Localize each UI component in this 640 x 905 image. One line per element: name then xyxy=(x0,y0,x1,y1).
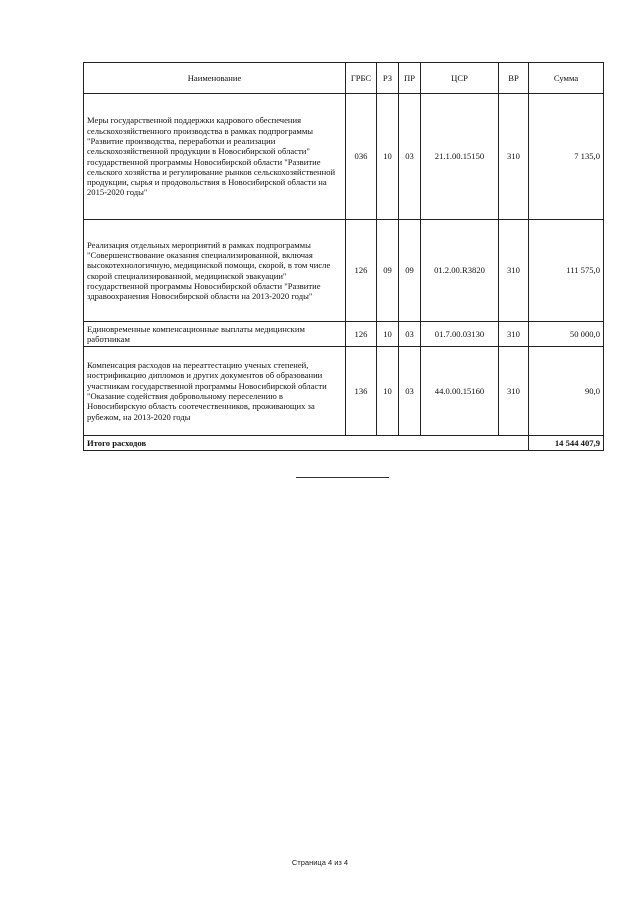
row-sum: 90,0 xyxy=(529,347,604,436)
row-sum: 7 135,0 xyxy=(529,94,604,220)
row-name: Реализация отдельных мероприятий в рамках подпрограммы "Совершенствование оказания специализированной, включая высокотехнологичную, медицинской помощи, скорой, в том числе скорой специализированной, медицинской эвакуации" государственной программы Новосибирской области "Развитие здравоохранения Новосибирской области на 2013-2020 годы" xyxy=(84,220,346,322)
row-vr: 310 xyxy=(499,322,529,347)
row-name: Единовременные компенсационные выплаты медицинским работникам xyxy=(84,322,346,347)
total-sum: 14 544 407,9 xyxy=(529,436,604,451)
table-row xyxy=(84,322,604,347)
row-sum: 111 575,0 xyxy=(529,220,604,322)
row-vr: 310 xyxy=(499,220,529,322)
total-row xyxy=(84,436,604,451)
expenses-table xyxy=(83,62,604,451)
row-rz: 09 xyxy=(377,220,399,322)
row-grbs: 126 xyxy=(346,322,377,347)
row-rz: 10 xyxy=(377,347,399,436)
row-pr: 03 xyxy=(399,347,421,436)
row-csr: 01.2.00.R3820 xyxy=(421,220,499,322)
row-vr: 310 xyxy=(499,347,529,436)
header-name: Наименование xyxy=(84,63,346,94)
header-sum: Сумма xyxy=(529,63,604,94)
table-row xyxy=(84,220,604,322)
header-rz: РЗ xyxy=(377,63,399,94)
row-grbs: 136 xyxy=(346,347,377,436)
header-grbs: ГРБС xyxy=(346,63,377,94)
row-csr: 44.0.00.15160 xyxy=(421,347,499,436)
row-rz: 10 xyxy=(377,322,399,347)
row-csr: 21.1.00.15150 xyxy=(421,94,499,220)
row-rz: 10 xyxy=(377,94,399,220)
total-label: Итого расходов xyxy=(84,436,529,451)
header-pr: ПР xyxy=(399,63,421,94)
row-csr: 01.7.00.03130 xyxy=(421,322,499,347)
header-csr: ЦСР xyxy=(421,63,499,94)
header-vr: ВР xyxy=(499,63,529,94)
row-grbs: 036 xyxy=(346,94,377,220)
row-pr: 09 xyxy=(399,220,421,322)
row-grbs: 126 xyxy=(346,220,377,322)
table-row xyxy=(84,347,604,436)
page-number: Страница 4 из 4 xyxy=(291,858,349,867)
separator-line xyxy=(296,477,389,478)
row-name: Меры государственной поддержки кадрового обеспечения сельскохозяйственного производства в рамках подпрограммы "Развитие производства, переработки и реализации сельскохозяйственной продукции в Новосибирской области" государственной программы Новосибирской области "Развитие сельского хозяйства и регулирование рынков сельскохозяйственной продукции, сырья и продовольствия в Новосибирской области на 2015-2020 годы" xyxy=(84,94,346,220)
row-pr: 03 xyxy=(399,94,421,220)
row-sum: 50 000,0 xyxy=(529,322,604,347)
row-vr: 310 xyxy=(499,94,529,220)
row-pr: 03 xyxy=(399,322,421,347)
table-row xyxy=(84,94,604,220)
table-header-row xyxy=(84,63,604,94)
row-name: Компенсация расходов на переаттестацию ученых степеней, нострификацию дипломов и других документов об образовании участникам государственной программы Новосибирской области "Оказание содействия добровольному переселению в Новосибирскую область соотечественников, проживающих за рубежом, на 2013-2020 годы xyxy=(84,347,346,436)
